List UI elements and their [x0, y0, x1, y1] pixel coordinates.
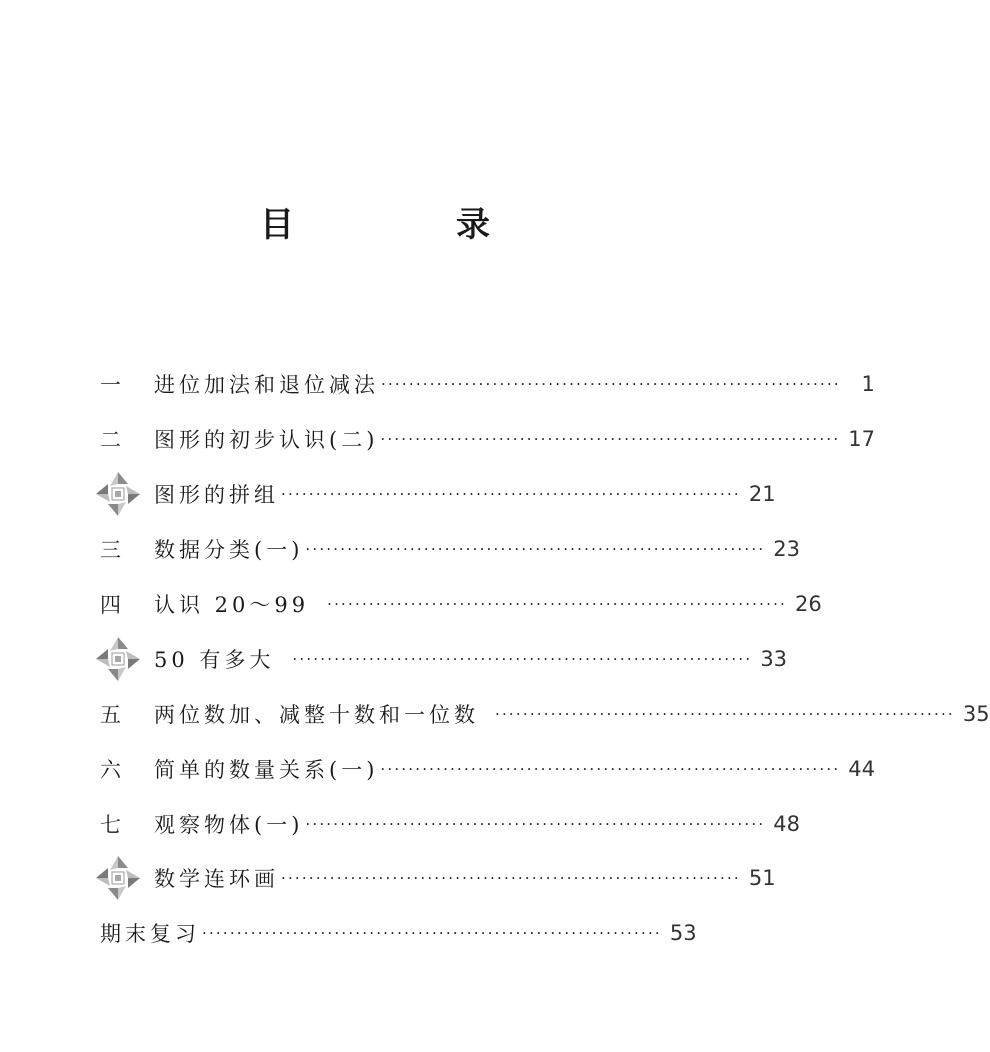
page-number: 35: [962, 701, 990, 726]
table-of-contents: [100, 357, 990, 961]
chapter-title: 50 有多大: [154, 647, 275, 672]
activity-marker: [100, 470, 154, 518]
page-number: 26: [795, 592, 822, 616]
chapter-number: 二: [100, 428, 121, 453]
chapter-title: 认识 20～99: [154, 593, 310, 617]
page-number: 33: [760, 646, 788, 671]
dot-leader: ··································································: [281, 869, 741, 888]
page-number: 48: [773, 811, 801, 836]
chapter-title: 进位加法和退位减法: [154, 373, 379, 398]
toc-entry[interactable]: [100, 741, 876, 796]
chapter-title: 观察物体(一): [154, 812, 304, 837]
chapter-number: 七: [100, 812, 121, 837]
chapter-number: 六: [100, 757, 121, 782]
chapter-title: 简单的数量关系(一): [154, 757, 379, 782]
pinwheel-icon: [94, 635, 142, 683]
toc-entry[interactable]: [100, 412, 876, 467]
toc-entry[interactable]: [100, 906, 697, 961]
pinwheel-icon: [94, 854, 142, 902]
page-number: 23: [773, 537, 801, 562]
chapter-number: 五: [100, 702, 121, 727]
toc-entry[interactable]: [100, 631, 788, 686]
toc-entry[interactable]: [100, 577, 822, 632]
chapter-title: 两位数加、减整十数和一位数: [154, 702, 479, 727]
page-number: 21: [748, 482, 776, 507]
dot-leader: ··································································: [305, 540, 766, 559]
chapter-number: 四: [100, 593, 121, 617]
toc-entry[interactable]: [100, 522, 801, 577]
dot-leader: ··································································: [281, 485, 741, 504]
activity-marker: [100, 854, 154, 902]
dot-leader: ··································································: [381, 375, 841, 394]
dot-leader: ··································································: [305, 814, 766, 833]
dot-leader: ··································································: [327, 595, 788, 613]
toc-entry[interactable]: [100, 796, 801, 851]
page-title: 目 录: [260, 205, 554, 245]
dot-leader: ··································································: [495, 704, 955, 723]
chapter-number: 三: [100, 538, 121, 563]
chapter-number: 一: [100, 373, 121, 398]
chapter-title: 数学连环画: [154, 867, 279, 892]
page-number: 51: [748, 866, 776, 891]
page-number: 44: [848, 756, 876, 781]
page-number: 1: [861, 372, 875, 397]
toc-entry[interactable]: [100, 851, 776, 906]
toc-entry[interactable]: [100, 467, 776, 522]
chapter-title: 期末复习: [100, 922, 200, 947]
dot-leader: ··································································: [292, 649, 753, 668]
toc-entry[interactable]: [100, 357, 875, 412]
toc-entry[interactable]: [100, 686, 990, 741]
activity-marker: [100, 635, 154, 683]
chapter-title: 图形的拼组: [154, 483, 279, 508]
chapter-title: 图形的初步认识(二): [154, 428, 379, 453]
dot-leader: ··································································: [380, 759, 841, 778]
page-number: 53: [669, 921, 697, 946]
chapter-title: 数据分类(一): [154, 538, 304, 563]
dot-leader: ··································································: [380, 430, 841, 449]
dot-leader: ··································································: [202, 924, 662, 943]
pinwheel-icon: [94, 470, 142, 518]
page-number: 17: [848, 427, 876, 452]
